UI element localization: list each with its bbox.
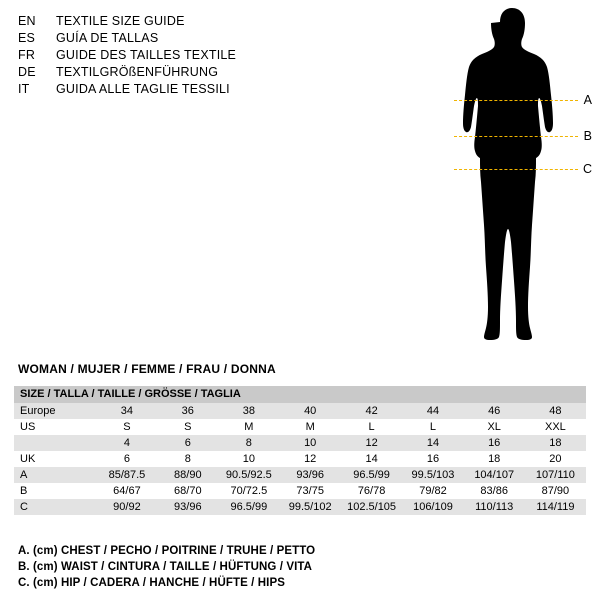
table-cell: 93/96 <box>280 467 341 483</box>
table-cell: 79/82 <box>402 483 463 499</box>
table-cell: 40 <box>280 403 341 419</box>
chest-measure-label: A <box>583 93 592 107</box>
note-chest: A. (cm) CHEST / PECHO / POITRINE / TRUHE / PETTO <box>18 545 316 557</box>
table-cell: 107/110 <box>525 467 586 483</box>
table-cell: 18 <box>464 451 525 467</box>
note-waist: B. (cm) WAIST / CINTURA / TAILLE / HÜFTUNG / VITA <box>18 561 313 573</box>
table-cell: M <box>218 419 279 435</box>
language-code: DE <box>18 65 36 79</box>
table-cell: 38 <box>218 403 279 419</box>
table-cell: 110/113 <box>464 499 525 515</box>
table-cell: 6 <box>157 435 218 451</box>
table-cell: XL <box>464 419 525 435</box>
language-heading-list <box>18 14 438 99</box>
hip-measure-line <box>454 169 578 170</box>
table-cell: 12 <box>341 435 403 451</box>
table-row <box>14 499 586 515</box>
table-cell: 93/96 <box>157 499 218 515</box>
hip-measure-label: C <box>582 162 592 176</box>
table-cell: 87/90 <box>525 483 586 499</box>
table-cell: 90/92 <box>96 499 157 515</box>
table-cell: 68/70 <box>157 483 218 499</box>
language-code: IT <box>18 82 30 96</box>
row-label: A <box>14 467 96 483</box>
language-row <box>18 65 438 82</box>
table-cell: 8 <box>218 435 279 451</box>
table-row <box>14 451 586 467</box>
table-cell: 4 <box>96 435 157 451</box>
note-hip: C. (cm) HIP / CADERA / HANCHE / HÜFTE / HIPS <box>18 577 286 589</box>
table-row <box>14 403 586 419</box>
row-label: Europe <box>14 403 96 419</box>
table-cell: XXL <box>525 419 586 435</box>
waist-measure-line <box>454 136 578 137</box>
table-header-label: SIZE / TALLA / TAILLE / GRÖSSE / TAGLIA <box>14 386 586 403</box>
table-cell: 12 <box>280 451 341 467</box>
table-header-row <box>14 386 586 403</box>
table-cell: 99.5/103 <box>402 467 463 483</box>
chest-measure-line <box>454 100 578 101</box>
size-table <box>14 386 586 515</box>
table-cell: 102.5/105 <box>341 499 403 515</box>
row-label: B <box>14 483 96 499</box>
table-cell: 10 <box>218 451 279 467</box>
language-code: FR <box>18 48 36 62</box>
table-cell: 73/75 <box>280 483 341 499</box>
table-cell: S <box>157 419 218 435</box>
table-cell: 16 <box>464 435 525 451</box>
language-title: GUIDA ALLE TAGLIE TESSILI <box>56 82 230 96</box>
row-label: UK <box>14 451 96 467</box>
table-cell: 6 <box>96 451 157 467</box>
table-cell: 44 <box>402 403 463 419</box>
table-cell: 85/87.5 <box>96 467 157 483</box>
table-cell: 14 <box>402 435 463 451</box>
table-cell: 106/109 <box>402 499 463 515</box>
table-cell: 64/67 <box>96 483 157 499</box>
table-cell: L <box>402 419 463 435</box>
table-cell: 104/107 <box>464 467 525 483</box>
woman-silhouette-icon <box>440 6 590 376</box>
table-cell: 70/72.5 <box>218 483 279 499</box>
gender-title: WOMAN / MUJER / FEMME / FRAU / DONNA <box>18 362 276 376</box>
table-cell: 46 <box>464 403 525 419</box>
table-cell: 18 <box>525 435 586 451</box>
table-cell: 76/78 <box>341 483 403 499</box>
language-title: GUÍA DE TALLAS <box>56 31 159 45</box>
body-figure-diagram <box>440 6 590 376</box>
table-cell: 20 <box>525 451 586 467</box>
language-row <box>18 31 438 48</box>
table-cell: S <box>96 419 157 435</box>
language-row <box>18 14 438 31</box>
table-cell: 34 <box>96 403 157 419</box>
table-cell: 96.5/99 <box>218 499 279 515</box>
table-cell: 114/119 <box>525 499 586 515</box>
table-cell: 99.5/102 <box>280 499 341 515</box>
language-code: ES <box>18 31 36 45</box>
language-row <box>18 82 438 99</box>
table-cell: 88/90 <box>157 467 218 483</box>
table-row <box>14 467 586 483</box>
language-title: TEXTILE SIZE GUIDE <box>56 14 185 28</box>
waist-measure-label: B <box>583 129 592 143</box>
table-cell: 90.5/92.5 <box>218 467 279 483</box>
language-row <box>18 48 438 65</box>
table-row <box>14 435 586 451</box>
row-label: C <box>14 499 96 515</box>
table-cell: 16 <box>402 451 463 467</box>
table-row <box>14 483 586 499</box>
table-cell: M <box>280 419 341 435</box>
table-cell: 14 <box>341 451 403 467</box>
table-cell: 42 <box>341 403 403 419</box>
table-cell: L <box>341 419 403 435</box>
table-cell: 83/86 <box>464 483 525 499</box>
table-cell: 48 <box>525 403 586 419</box>
language-title: GUIDE DES TAILLES TEXTILE <box>56 48 237 62</box>
row-label <box>14 435 96 451</box>
table-cell: 8 <box>157 451 218 467</box>
table-cell: 10 <box>280 435 341 451</box>
table-cell: 96.5/99 <box>341 467 403 483</box>
row-label: US <box>14 419 96 435</box>
language-title: TEXTILGRÖßENFÜHRUNG <box>56 65 219 79</box>
measurement-notes <box>18 543 315 591</box>
table-row <box>14 419 586 435</box>
table-cell: 36 <box>157 403 218 419</box>
language-code: EN <box>18 14 36 28</box>
